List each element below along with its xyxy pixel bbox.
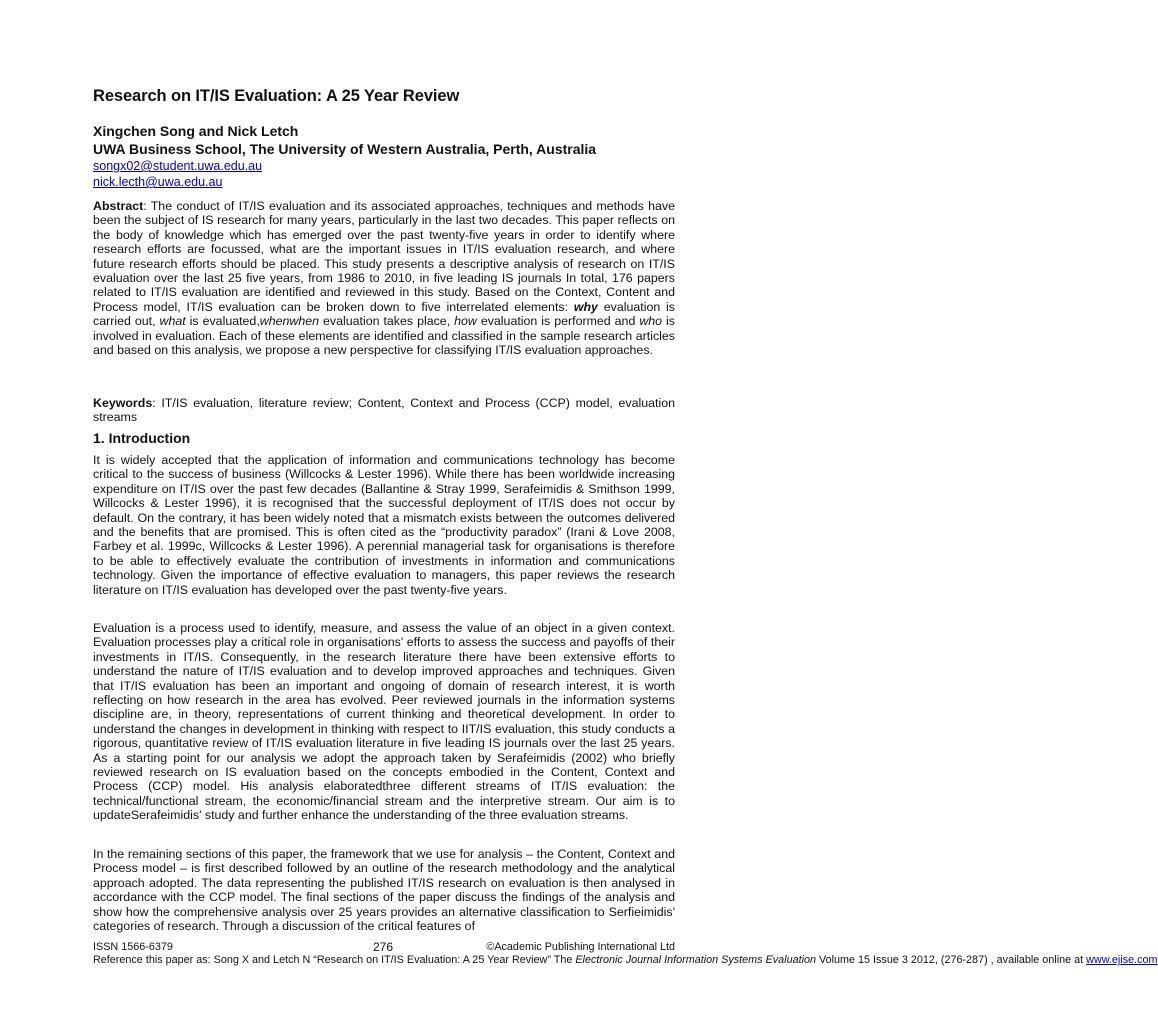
- author-affiliation: UWA Business School, The University of Western Australia, Perth, Australia: [93, 141, 597, 157]
- footer-journal-name: Electronic Journal Information Systems Evaluation: [575, 954, 816, 966]
- abstract-when: whenwhen: [259, 314, 320, 329]
- intro-paragraph-2: Evaluation is a process used to identify, measure, and assess the value of an object in a given context. Evaluation processes play a critical role in organisations' efforts to assess the success and payoffs of their investments in IT/IS. Consequently, in the research literature there have been extensive efforts to understand the nature of IT/IS evaluation and to develop improved approaches and techniques. Given that IT/IS evaluation has been an important and ongoing of domain of research interest, it is worth reflecting on how research in the area has evolved. Peer reviewed journals in the information systems discipline are, in theory, representations of current thinking and theoretical development. In order to understand the changes in development in thinking with respect to IIT/IS evaluation, this study conducts a rigorous, quantitative review of IT/IS evaluation literature in five leading IS journals over the last 25 years. As a starting point for our analysis we adopt the approach taken by Serafeimidis (2002) who briefly reviewed research on IS evaluation based on the concepts embodied in the Content, Context and Process (CCP) model. His analysis elaboratedthree different streams of IT/IS evaluation: the technical/functional stream, the economic/financial stream and the interpretive stream. Our aim is to updateSerafeimidis' study and further enhance the understanding of the three evaluation streams.: [93, 621, 675, 823]
- page-footer: [93, 940, 1158, 966]
- keywords-section: [93, 396, 675, 425]
- keywords-text: Keywords: IT/IS evaluation, literature review; Content, Context and Process (CCP) model, evaluation streams: [93, 396, 675, 425]
- footer-issn: ISSN 1566-6379: [93, 941, 173, 953]
- footer-page-number: 276: [373, 940, 394, 954]
- author-block: [93, 122, 693, 190]
- footer-journal-link[interactable]: www.ejise.com: [1086, 954, 1158, 966]
- abstract-who: who: [639, 314, 663, 329]
- section-heading-introduction: 1. Introduction: [93, 430, 191, 446]
- keywords-label: Keywords: [93, 396, 153, 410]
- footer-reference: Reference this paper as: Song X and Letch N “Research on IT/IS Evaluation: A 25 Year Review” The Electronic Journal Information Systems Evaluation Volume 15 Issue 3 2012, (276-287) , available online at www.ejise.com: [93, 954, 1158, 966]
- abstract-how: how: [454, 314, 477, 329]
- footer-publisher: ©Academic Publishing International Ltd: [486, 941, 675, 953]
- author-names: Xingchen Song and Nick Letch: [93, 123, 299, 139]
- author-email-2[interactable]: nick.lecth@uwa.edu.au: [93, 175, 223, 189]
- abstract-what: what: [159, 314, 186, 329]
- intro-paragraph-3: In the remaining sections of this paper, the framework that we use for analysis – the Content, Context and Process model – is first described followed by an outline of the research methodology and the analytical approach adopted. The data representing the published IT/IS research on evaluation is then analysed in accordance with the CCP model. The final sections of the paper discuss the findings of the analysis and show how the comprehensive analysis over 25 years provides an alternative classification to Serfieimidis' categories of research. Through a discussion of the critical features of: [93, 847, 675, 934]
- author-email-1[interactable]: songx02@student.uwa.edu.au: [93, 159, 263, 173]
- intro-paragraph-1: It is widely accepted that the application of information and communications technology has become critical to the success of business (Willcocks & Lester 1996). While there has been worldwide increasing expenditure on IT/IS over the past few decades (Ballantine & Stray 1999, Serafeimidis & Smithson 1999, Willcocks & Lester 1996), it is recognised that the successful deployment of IT/IS does not occur by default. On the contrary, it has been widely noted that a mismatch exists between the outcomes delivered and the benefits that are promised. This is often cited as the “productivity paradox” (Irani & Love 2008, Farbey et al. 1999c, Willcocks & Lester 1996). A perennial managerial task for organisations is therefore to be able to effectively evaluate the contribution of investments in information and communications technology. Given the importance of effective evaluation to managers, this paper reviews the research literature on IT/IS evaluation has developed over the past twenty-five years.: [93, 453, 675, 597]
- abstract-text: Abstract: The conduct of IT/IS evaluation and its associated approaches, techniques and methods have been the subject of IS research for many years, particularly in the last two decades. This paper reflects on the body of knowledge which has emerged over the past twenty-five years in order to identify where research efforts are focussed, what are the important issues in IT/IS evaluation research, and where future research efforts should be placed. This study presents a descriptive analysis of research on IT/IS evaluation over the last 25 five years, from 1986 to 2010, in five leading IS journals In total, 176 papers related to IT/IS evaluation are identified and reviewed in this study. Based on the Context, Content and Process model, IT/IS evaluation can be broken down to five interrelated elements: why evaluation is carried out, what is evaluated,whenwhen evaluation takes place, how evaluation is performed and who is involved in evaluation. Each of these elements are identified and classified in the sample research articles and based on this analysis, we propose a new perspective for classifying IT/IS evaluation approaches.: [93, 199, 675, 358]
- abstract-section: [93, 199, 675, 357]
- abstract-label: Abstract: [93, 199, 144, 213]
- paper-title: Research on IT/IS Evaluation: A 25 Year Review: [93, 87, 460, 105]
- abstract-why: why: [573, 299, 598, 314]
